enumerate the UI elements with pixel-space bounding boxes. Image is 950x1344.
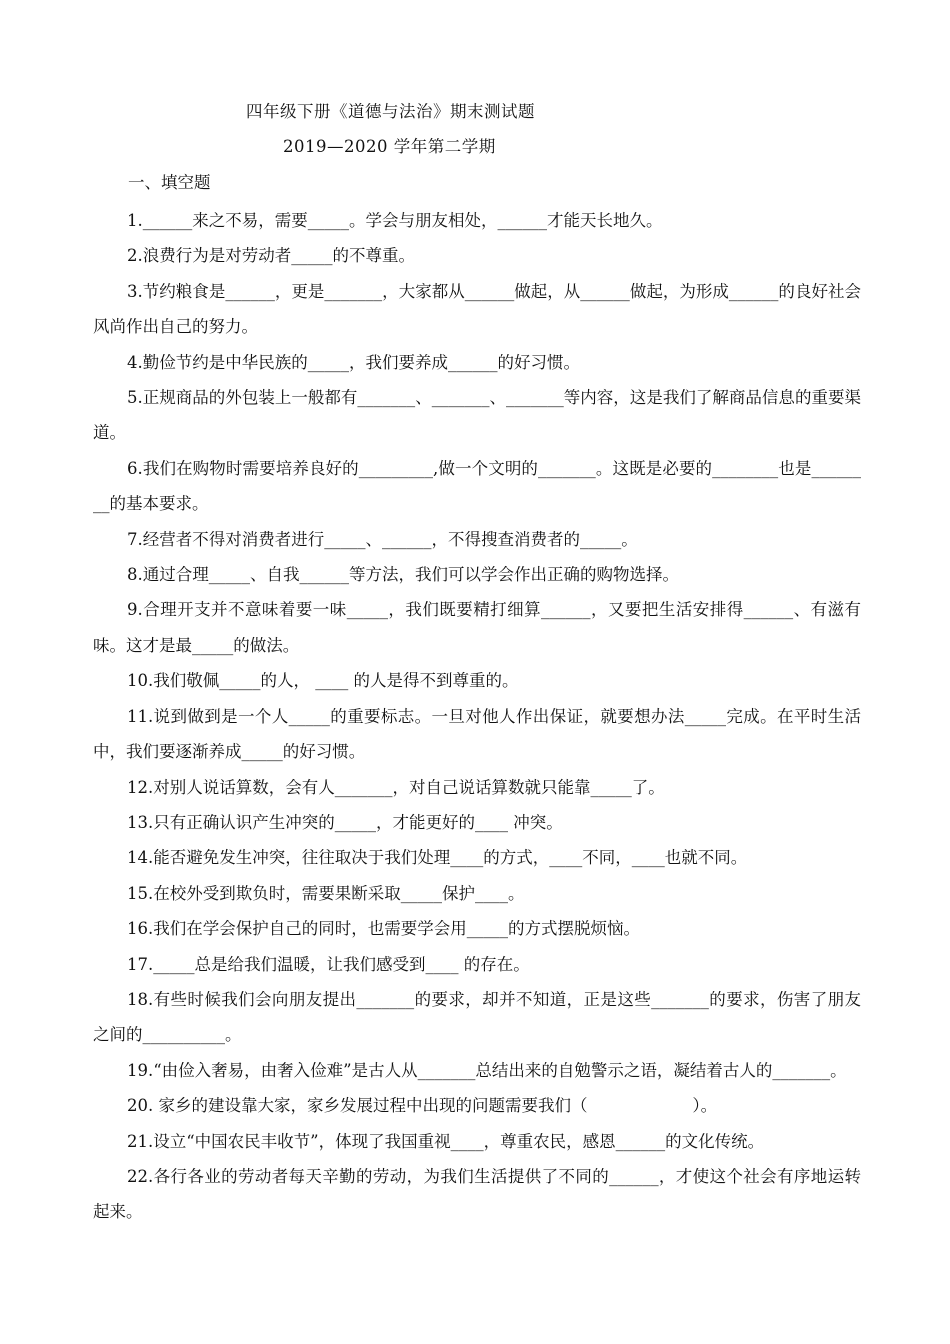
question-6: 6.我们在购物时需要培养良好的_________,做一个文明的_______。这既是必要的________也是________的基本要求。: [93, 458, 861, 514]
question-17: 17._____总是给我们温暖，让我们感受到____ 的存在。: [127, 954, 530, 974]
question-21: 21.设立“中国农民丰收节”，体现了我国重视____，尊重农民，感恩______的文化传统。: [127, 1131, 765, 1151]
question-2: 2.浪费行为是对劳动者_____的不尊重。: [127, 246, 415, 266]
page-title: 四年级下册《道德与法治》期末测试题: [246, 102, 535, 121]
question-15: 15.在校外受到欺负时，需要果断采取_____保护____。: [127, 883, 525, 903]
question-5: 5.正规商品的外包装上一般都有_______、_______、_______等内容，这是我们了解商品信息的重要渠道。: [93, 388, 861, 443]
question-18: 18.有些时候我们会向朋友提出_______的要求，却并不知道，正是这些_______的要求，伤害了朋友之间的__________。: [93, 989, 861, 1045]
question-4: 4.勤俭节约是中华民族的_____，我们要养成______的好习惯。: [127, 352, 580, 372]
section-heading: 一、填空题: [128, 173, 211, 192]
question-8: 8.通过合理_____、自我______等方法，我们可以学会作出正确的购物选择。: [127, 565, 679, 585]
question-1: 1.______来之不易，需要_____。学会与朋友相处，______才能天长地久。: [127, 211, 663, 230]
question-11: 11.说到做到是一个人_____的重要标志。一旦对他人作出保证，就要想办法_____完成。在平时生活中，我们要逐渐养成_____的好习惯。: [93, 706, 861, 762]
question-10: 10.我们敬佩_____的人， ____ 的人是得不到尊重的。: [127, 671, 519, 691]
question-7: 7.经营者不得对消费者进行_____、______，不得搜查消费者的_____。: [127, 529, 638, 549]
question-22: 22.各行各业的劳动者每天辛勤的劳动，为我们生活提供了不同的______，才使这个社会有序地运转起来。: [93, 1166, 861, 1222]
question-list: [93, 203, 861, 1230]
question-12: 12.对别人说话算数，会有人_______，对自己说话算数就只能靠_____了。: [127, 777, 665, 797]
question-13: 13.只有正确认识产生冲突的_____，才能更好的____ 冲突。: [127, 812, 563, 832]
question-14: 14.能否避免发生冲突，往往取决于我们处理____的方式，____不同，____也就不同。: [127, 848, 748, 868]
question-20: 20. 家乡的建设靠大家，家乡发展过程中出现的问题需要我们（ ）。: [127, 1096, 718, 1116]
question-9: 9.合理开支并不意味着要一味_____，我们既要精打细算______，又要把生活安排得______、有滋有味。这才是最_____的做法。: [93, 600, 861, 655]
page-subtitle: 2019—2020 学年第二学期: [283, 137, 496, 156]
question-16: 16.我们在学会保护自己的同时，也需要学会用_____的方式摆脱烦恼。: [127, 919, 640, 939]
question-3: 3.节约粮食是______，更是_______，大家都从______做起，从______做起，为形成______的良好社会风尚作出自己的努力。: [93, 281, 861, 337]
question-19: 19.“由俭入奢易，由奢入俭难”是古人从_______总结出来的自勉警示之语，凝结着古人的_______。: [127, 1060, 847, 1080]
